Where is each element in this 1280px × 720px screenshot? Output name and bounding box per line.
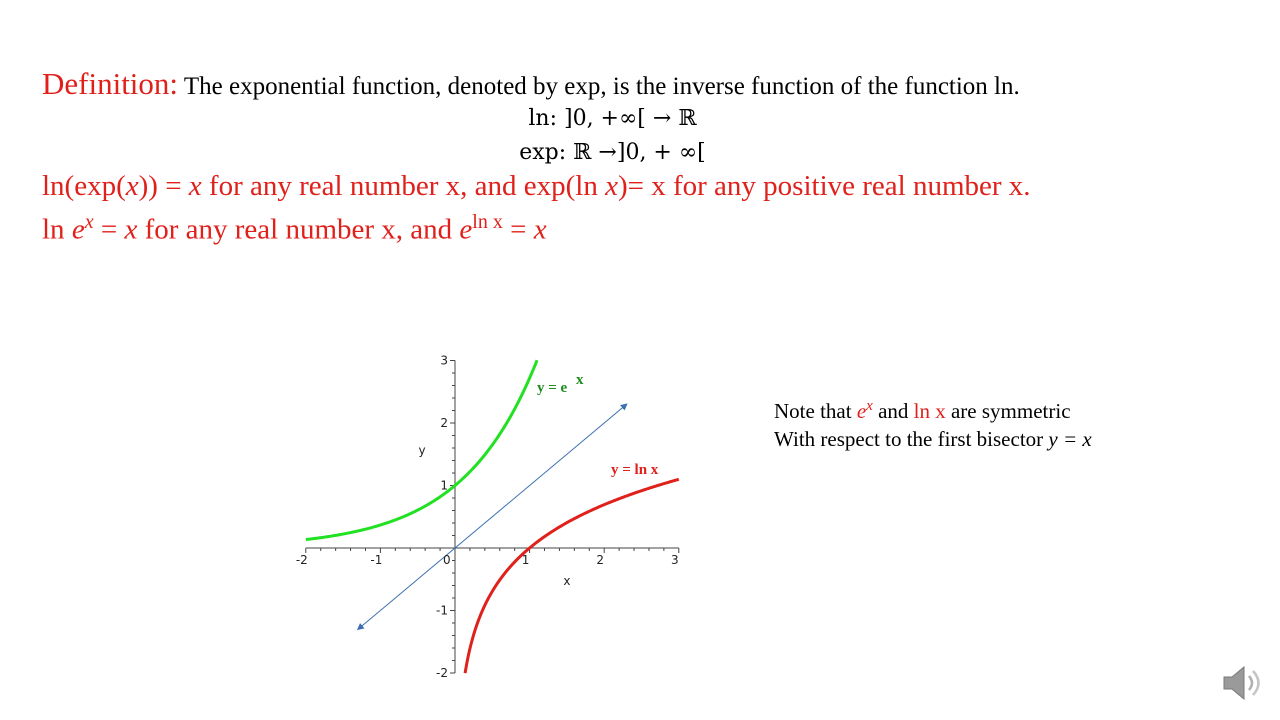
x-tick-label: 0 <box>443 553 451 567</box>
note-line2-text: With respect to the first bisector <box>774 427 1049 451</box>
identity1-part-b: )) = <box>138 170 189 202</box>
x-tick-label: -2 <box>295 553 308 567</box>
y-tick-label: 2 <box>440 416 448 430</box>
identity1-arg-x: x <box>605 170 618 202</box>
y-tick-label: -2 <box>436 666 448 680</box>
note-ex-sup: x <box>866 398 873 414</box>
x-tick-label: 3 <box>670 553 679 567</box>
x-tick-label: -1 <box>370 553 383 567</box>
y-tick-label: -1 <box>436 603 448 618</box>
identity2-sup2: ln x <box>472 211 503 233</box>
note-line2-eq: y = x <box>1048 427 1092 451</box>
y-axis-label: y <box>418 443 426 458</box>
identity2-x2: x <box>533 213 547 246</box>
exp-curve-label-sup: x <box>576 372 584 388</box>
note-suffix: are symmetric <box>945 399 1071 423</box>
definition-label: Definition: <box>42 66 179 101</box>
speaker-icon[interactable] <box>1220 660 1266 706</box>
curves <box>306 360 679 673</box>
note-ex-e: e <box>856 399 867 423</box>
note-line-2 <box>774 425 1092 453</box>
y-tick-label: 1 <box>440 478 448 493</box>
identity1-rhs-x: x <box>188 170 202 202</box>
x-tick-label: 2 <box>596 553 605 567</box>
graph-labels <box>296 354 679 681</box>
identity2-eq1: = <box>93 213 125 246</box>
identity2-sup1: x <box>84 211 94 233</box>
bisector-line <box>358 404 627 629</box>
y-tick-label: 3 <box>440 353 448 368</box>
x-axis-label: x <box>563 574 571 588</box>
identity2-eq2: = <box>502 213 534 246</box>
identity1-part-a: ln(exp( <box>42 170 126 202</box>
identity1-text-2: )= x for any positive real number x. <box>617 170 1031 202</box>
identity1-text-1: for any real number x, and exp(ln <box>201 170 606 202</box>
note-prefix: Note that <box>774 399 857 423</box>
exp-mapping: exp: ℝ →]0, + ∞[ <box>519 140 706 165</box>
identity2-e1: e <box>71 213 85 246</box>
identity2-ln-prefix: ln <box>42 213 72 246</box>
ln-mapping: ln: ]0, +∞[ → ℝ <box>528 106 697 131</box>
ln-curve <box>465 479 679 673</box>
identity2-e2: e <box>459 213 473 246</box>
exp-curve-label: y = e <box>537 380 568 396</box>
ln-curve-label: y = ln x <box>611 462 659 478</box>
identity1-var-x: x <box>125 170 139 202</box>
definition-text: The exponential function, denoted by exp, is the inverse function of the function ln. <box>183 73 1020 100</box>
identity2-text: for any real number x, and <box>137 213 460 246</box>
x-tick-label: 1 <box>521 553 530 567</box>
note-line-1 <box>774 392 1092 425</box>
note-and: and <box>872 399 914 423</box>
identity2-x1: x <box>124 213 138 246</box>
symmetry-note <box>774 392 1092 453</box>
note-lnx: ln x <box>913 399 946 423</box>
